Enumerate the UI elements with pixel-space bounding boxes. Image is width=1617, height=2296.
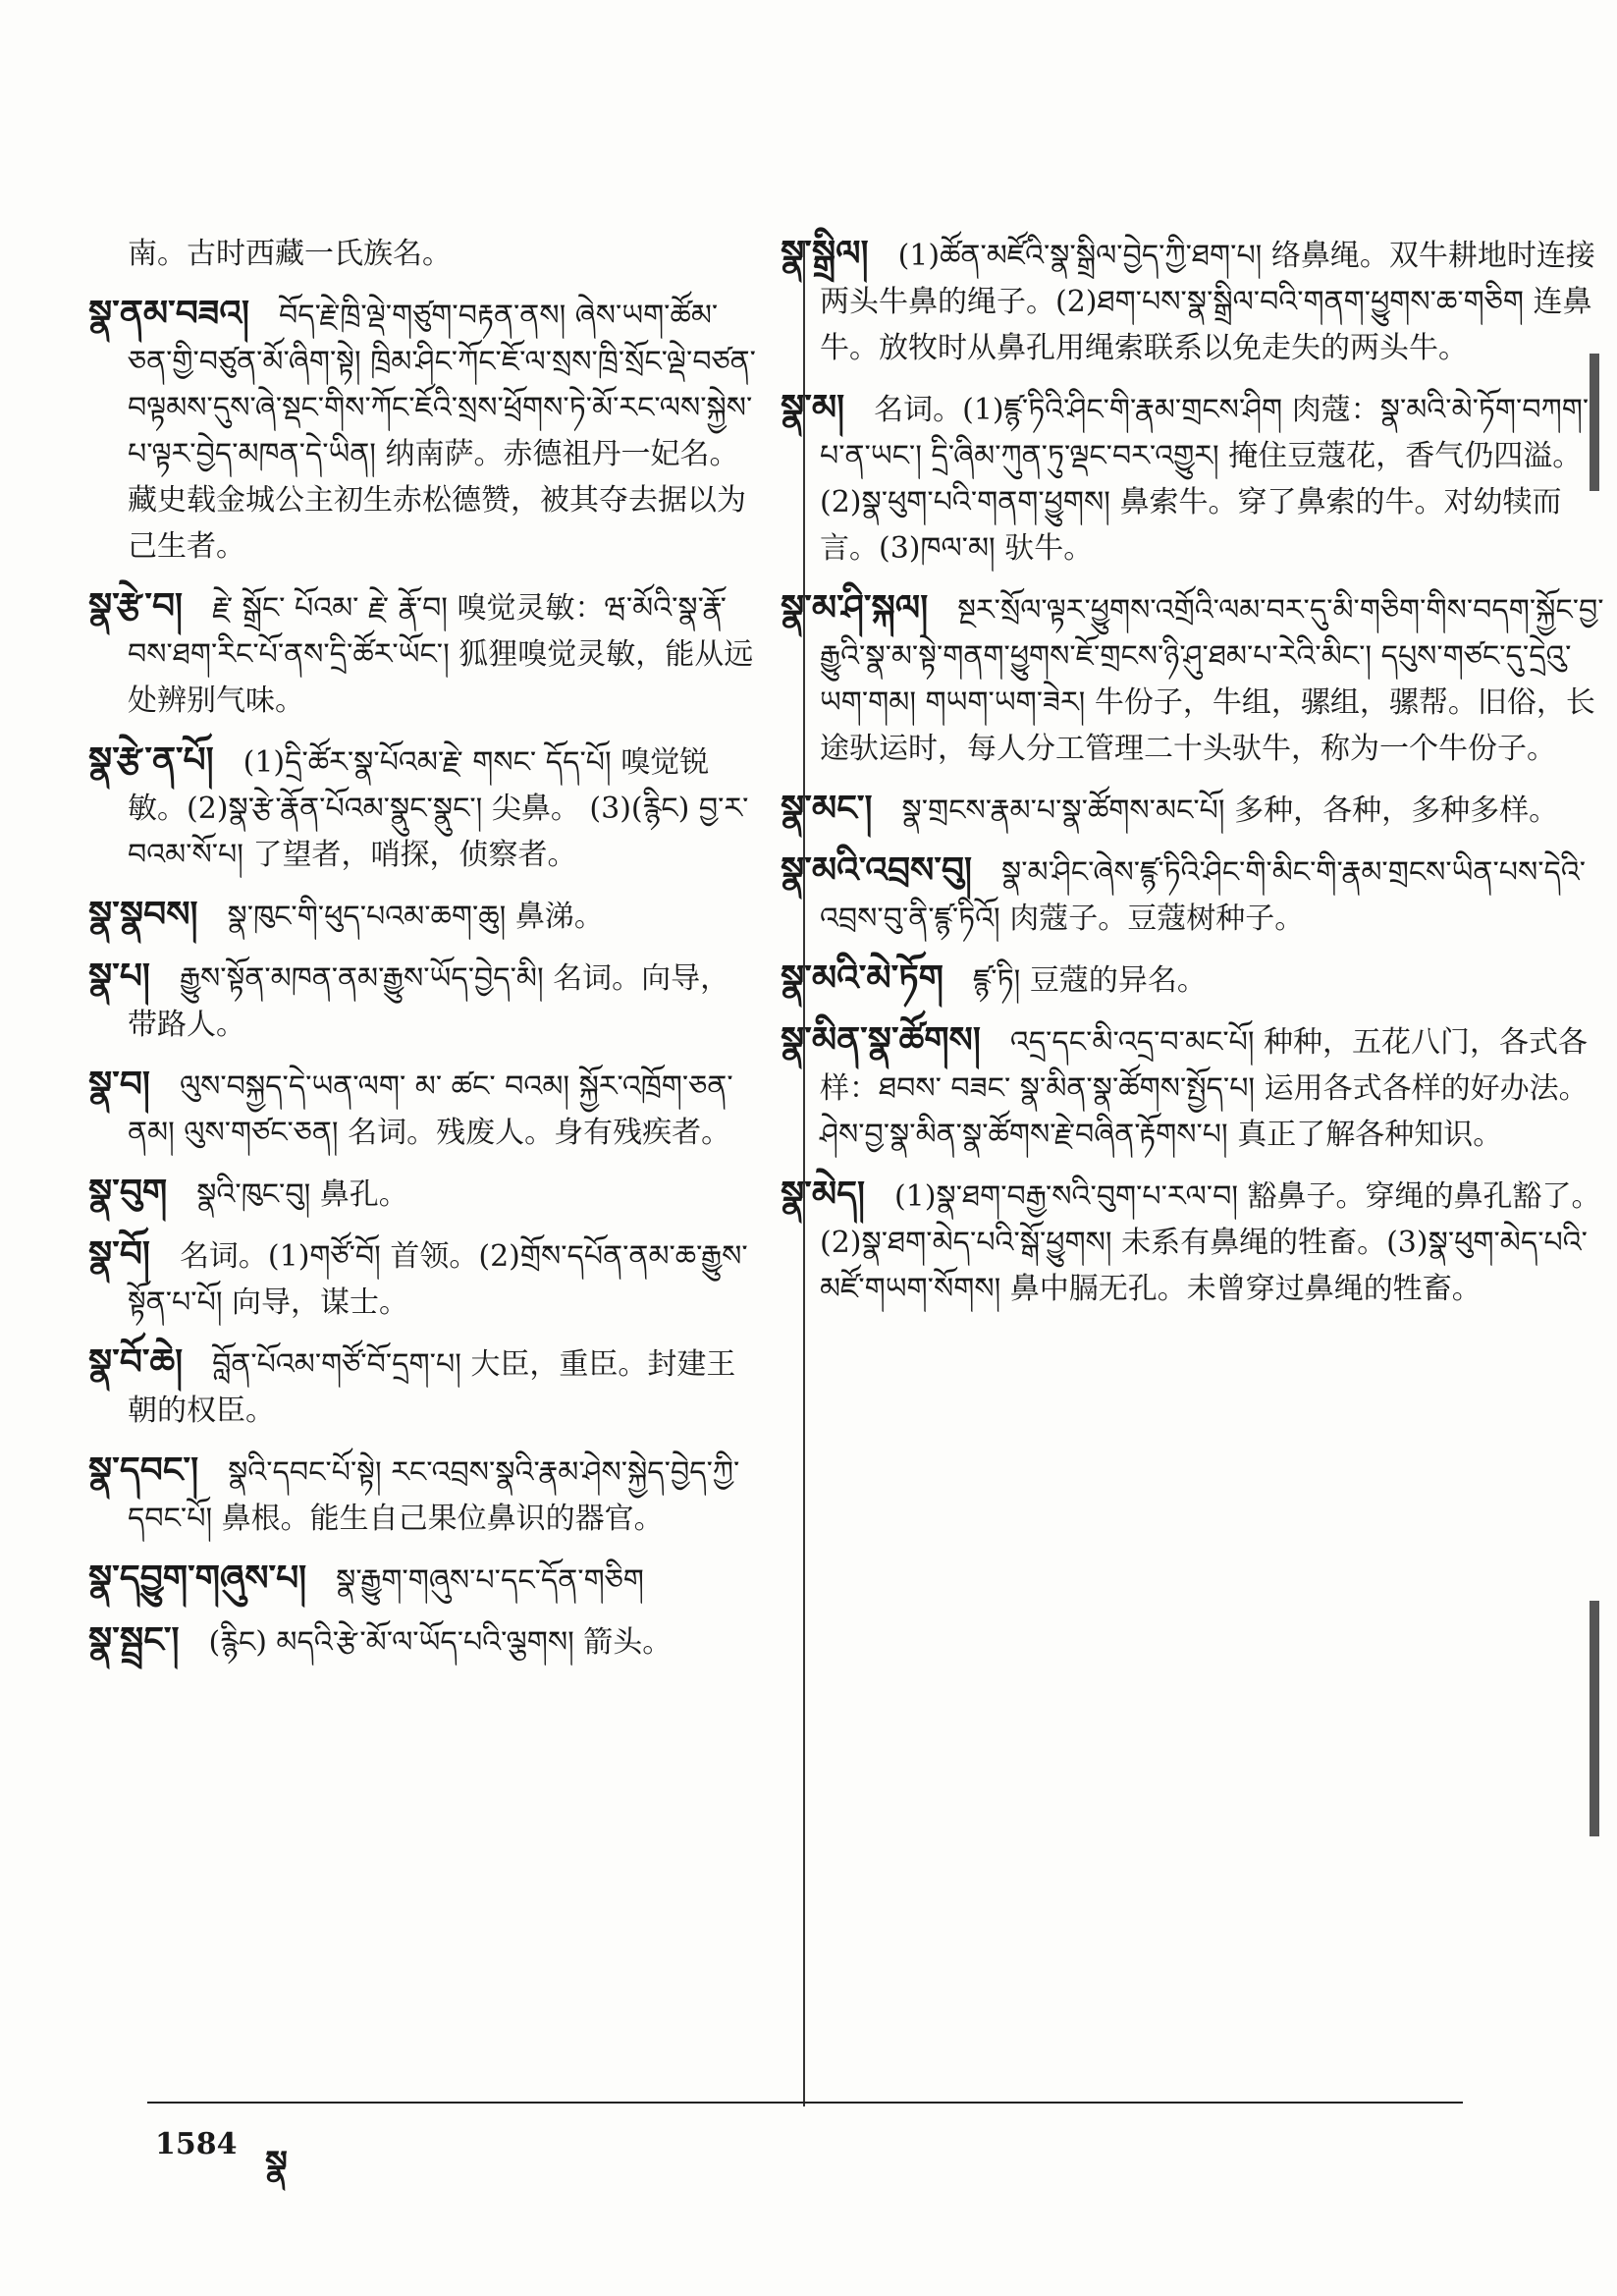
entry-headword: སྣ་མང་། <box>781 788 873 829</box>
entry-headword: སྣ་མ། <box>781 387 845 428</box>
entry-headword: སྣ་དབྱུག་གཞུས་པ། <box>88 1558 307 1599</box>
entry-headword: སྣ་མ་ཤི་སྐལ། <box>781 587 929 629</box>
entry-headword: སྣ་བུག <box>88 1172 168 1213</box>
entry-headword: སྣ་བོ་ཆེ། <box>88 1341 184 1383</box>
entry-headword: སྣ་རྩེ་བ། <box>88 585 184 627</box>
entry-headword: སྣ་མའི་འབྲས་བུ། <box>781 849 972 891</box>
entry-definition: སྣ་གྲངས་རྣམ་པ་སྣ་ཚོགས་མང་པོ། 多种，各种，多种多样。 <box>901 793 1559 828</box>
dictionary-entry <box>88 583 756 724</box>
entry-definition: རྒྱུས་སྟོན་མཁན་ནམ་རྒྱུས་ཡོད་བྱེད་མི། 名词。向导，带路人。 <box>128 961 730 1042</box>
entry-definition: (1)ཚོན་མཛོའི་སྣ་སྒྲིལ་བྱེད་ཀྱི་ཐག་པ། 络鼻绳。双牛耕地时连接两头牛鼻的绳子。(2)ཐག་པས་སྣ་སྒྲིལ་བའི་གནག་ཕྱུགས་ཆ་གཅིག 连鼻牛。放牧时从鼻孔用绳索联系以免走失的两头牛。 <box>820 239 1595 365</box>
entry-definition: སྣ་རྒྱུག་གཞུས་པ་དང་དོན་གཅིག <box>336 1563 644 1598</box>
dictionary-entry <box>781 1017 1605 1158</box>
entry-headword: སྣ་མའི་མེ་ཏོག <box>781 957 943 999</box>
dictionary-entry <box>128 231 756 277</box>
dictionary-entry <box>781 1172 1605 1312</box>
dictionary-entry <box>88 1170 756 1218</box>
entry-headword: སྣ་བོ། <box>88 1233 150 1275</box>
right-column <box>781 231 1605 1326</box>
entry-definition: བོད་རྗེ་ཁྲི་ལྡེ་གཙུག་བརྟན་ནས། ཞེས་ཡག་ཚོམ་ཅན་གྱི་བཙུན་མོ་ཞིག་སྟེ། ཁྲིམ་ཤིང་ཀོང་ཇོ་ལ་སྲས་ཁྲི་སྲོང་ལྡེ་བཙན་བལྟམས་དུས་ཞེ་སྡང་གིས་ཀོང་ཇོའི་སྲས་ཕྲོགས་ཏེ་མོ་རང་ལས་སྐྱེས་པ་ལྟར་བྱེད་མཁན་དེ་ཡིན། 纳南萨。赤德祖丹一妃名。藏史载金城公主初生赤松德赞，被其夺去据以为己生者。 <box>128 299 756 564</box>
entry-headword: སྣ་སྦྲང་། <box>88 1619 180 1661</box>
entry-headword: སྣ་པ། <box>88 956 150 997</box>
entry-headword: སྣ་བ། <box>88 1064 150 1105</box>
dictionary-page <box>88 231 1604 2116</box>
entry-definition: སྣའི་ཁུང་བུ། 鼻孔。 <box>196 1177 408 1212</box>
entry-headword: སྣ་དབང་། <box>88 1449 199 1491</box>
entry-definition: རྗེ་ སྒྲོང་ པོའམ་ རྗེ་ རྣོ་བ། 嗅觉灵敏：ཝ་མོའི་སྣ་རྣོ་བས་ཐག་རིང་པོ་ནས་དྲི་ཚོར་ཡོང་། 狐狸嗅觉灵敏，能从远处辨别气味。 <box>128 591 754 718</box>
dictionary-entry <box>88 1448 756 1542</box>
dictionary-entry <box>88 291 756 570</box>
entry-definition: སྣའི་དབང་པོ་སྟེ། རང་འབྲས་སྣའི་རྣམ་ཤེས་སྐྱེད་བྱེད་ཀྱི་དབང་པོ། 鼻根。能生自己果位鼻识的器官。 <box>128 1455 740 1536</box>
dictionary-entry <box>88 954 756 1048</box>
dictionary-entry <box>88 1617 756 1666</box>
entry-headword: སྣ་ནམ་བཟའ། <box>88 293 250 334</box>
dictionary-entry <box>88 1339 756 1434</box>
entry-definition: ཛྙ་ཏི། 豆蔻的异名。 <box>973 963 1207 998</box>
running-head: སྣ <box>265 2144 288 2183</box>
dictionary-entry <box>781 231 1605 371</box>
entry-headword: སྣ་སྣབས། <box>88 894 198 935</box>
dictionary-entry <box>781 956 1605 1004</box>
scan-edge-mark <box>1590 1601 1599 1836</box>
dictionary-entry <box>88 1231 756 1326</box>
footer-rule <box>147 2102 1463 2104</box>
scan-edge-mark <box>1590 354 1599 491</box>
dictionary-entry <box>781 385 1605 572</box>
dictionary-entry <box>88 1062 756 1156</box>
page-number: 1584 <box>155 2127 238 2161</box>
entry-definition: ལུས་བསྐྱད་དེ་ཡན་ལག་ མ་ ཚང་ བའམ། སྐྱོར་འཁྲོག་ཅན་ནམ། ལུས་གཙང་ཅན། 名词。残废人。身有残疾者。 <box>128 1069 733 1150</box>
entry-definition: སྣ་མ་ཤིང་ཞེས་ཛྙ་ཏིའི་ཤིང་གི་མིང་གི་རྣམ་གྲངས་ཡིན་པས་དེའི་འབྲས་བུ་ནི་ཛྙ་ཏིའོ། 肉蔻子。豆蔻树种子。 <box>820 855 1587 936</box>
dictionary-entry <box>88 892 756 940</box>
dictionary-entry <box>781 585 1605 772</box>
entry-definition: བློན་པོའམ་གཙོ་བོ་དྲག་པ། 大臣，重臣。封建王朝的权臣。 <box>128 1347 736 1428</box>
entry-definition: སྔར་སྲོལ་ལྟར་ཕྱུགས་འགྲོའི་ལམ་བར་དུ་མི་གཅིག་གིས་བདག་སྐྱོང་བྱ་རྒྱུའི་སྣ་མ་སྟེ་གནག་ཕྱུགས་ཇོ་གྲངས་ཉི་ཤུ་ཐམ་པ་རེའི་མིང་། དཔུས་གཙང་དུ་དྲེའུ་ཡག་གམ། གཡག་ཡག་ཟེར། 牛份子，牛组，骡组，骡帮。旧俗，长途驮运时，每人分工管理二十头驮牛，称为一个牛份子。 <box>820 593 1604 766</box>
entry-definition: འདྲ་དང་མི་འདྲ་བ་མང་པོ། 种种，五花八门，各式各样：ཐབས་ བཟང་ སྣ་མིན་སྣ་ཚོགས་སྤྱོད་པ། 运用各式各样的好办法。ཤེས་བྱ་སྣ་མིན་སྣ་ཚོགས་རྗེ་བཞིན་རྟོགས་པ། 真正了解各种知识。 <box>820 1025 1589 1152</box>
entry-definition: སྣ་ཁུང་གི་ཕུད་པའམ་ཆག་ཆུ། 鼻涕。 <box>227 900 604 934</box>
entry-headword: སྣ་སྒྲིལ། <box>781 233 869 274</box>
dictionary-entry <box>88 1556 756 1604</box>
entry-definition: 名词。(1)ཛྙ་ཏིའི་ཤིང་གི་རྣམ་གྲངས་ཤིག 肉蔻：སྣ་མའི་མེ་ཏོག་བཀག་པ་ན་ཡང་། དྲི་ཞིམ་ཀུན་ཏུ་ལྡང་བར་འགྱུར། 掩住豆蔻花，香气仍四溢。(2)སྣ་ཕུག་པའི་གནག་ཕྱུགས། 鼻索牛。穿了鼻索的牛。对幼犊而言。(3)ཁལ་མ། 驮牛。 <box>820 393 1590 566</box>
entry-definition: 名词。(1)གཙོ་བོ། 首领。(2)གྲོས་དཔོན་ནམ་ཆ་རྒྱུས་སྟོན་པ་པོ། 向导，谋士。 <box>128 1239 748 1320</box>
entry-definition: (1)སྣ་ཐག་བརྒྱ་སའི་བུག་པ་རལ་བ། 豁鼻子。穿绳的鼻孔豁了。(2)སྣ་ཐག་མེད་པའི་སྒོ་ཕྱུགས། 未系有鼻绳的牲畜。(3)སྣ་ཕུག་མེད་པའི་མཛོ་གཡག་སོགས། 鼻中膈无孔。未曾穿过鼻绳的牲畜。 <box>820 1179 1601 1306</box>
entry-headword: སྣ་རྩེ་ན་པོ། <box>88 739 214 781</box>
dictionary-entry <box>781 786 1605 834</box>
entry-headword: སྣ་མེད། <box>781 1174 865 1215</box>
dictionary-entry <box>781 847 1605 942</box>
left-column <box>88 231 756 1679</box>
entry-definition: 南。古时西藏一氏族名。 <box>128 237 452 271</box>
entry-headword: སྣ་མིན་སྣ་ཚོགས། <box>781 1019 981 1061</box>
entry-definition: (1)དྲི་ཚོར་སྣ་པོའམ་རྗེ་ གསང་ དོད་པོ། 嗅觉锐敏。(2)སྣ་རྩེ་རྣོན་པོའམ་སྣུང་སྣུང་། 尖鼻。 (3)(རྙིང) བྱ་ར་བའམ་སོ་པ། 了望者，哨探，侦察者。 <box>128 745 749 872</box>
dictionary-entry <box>88 738 756 878</box>
entry-definition: (རྙིང) མདའི་རྩེ་མོ་ལ་ཡོད་པའི་ལྕགས། 箭头。 <box>208 1625 673 1660</box>
